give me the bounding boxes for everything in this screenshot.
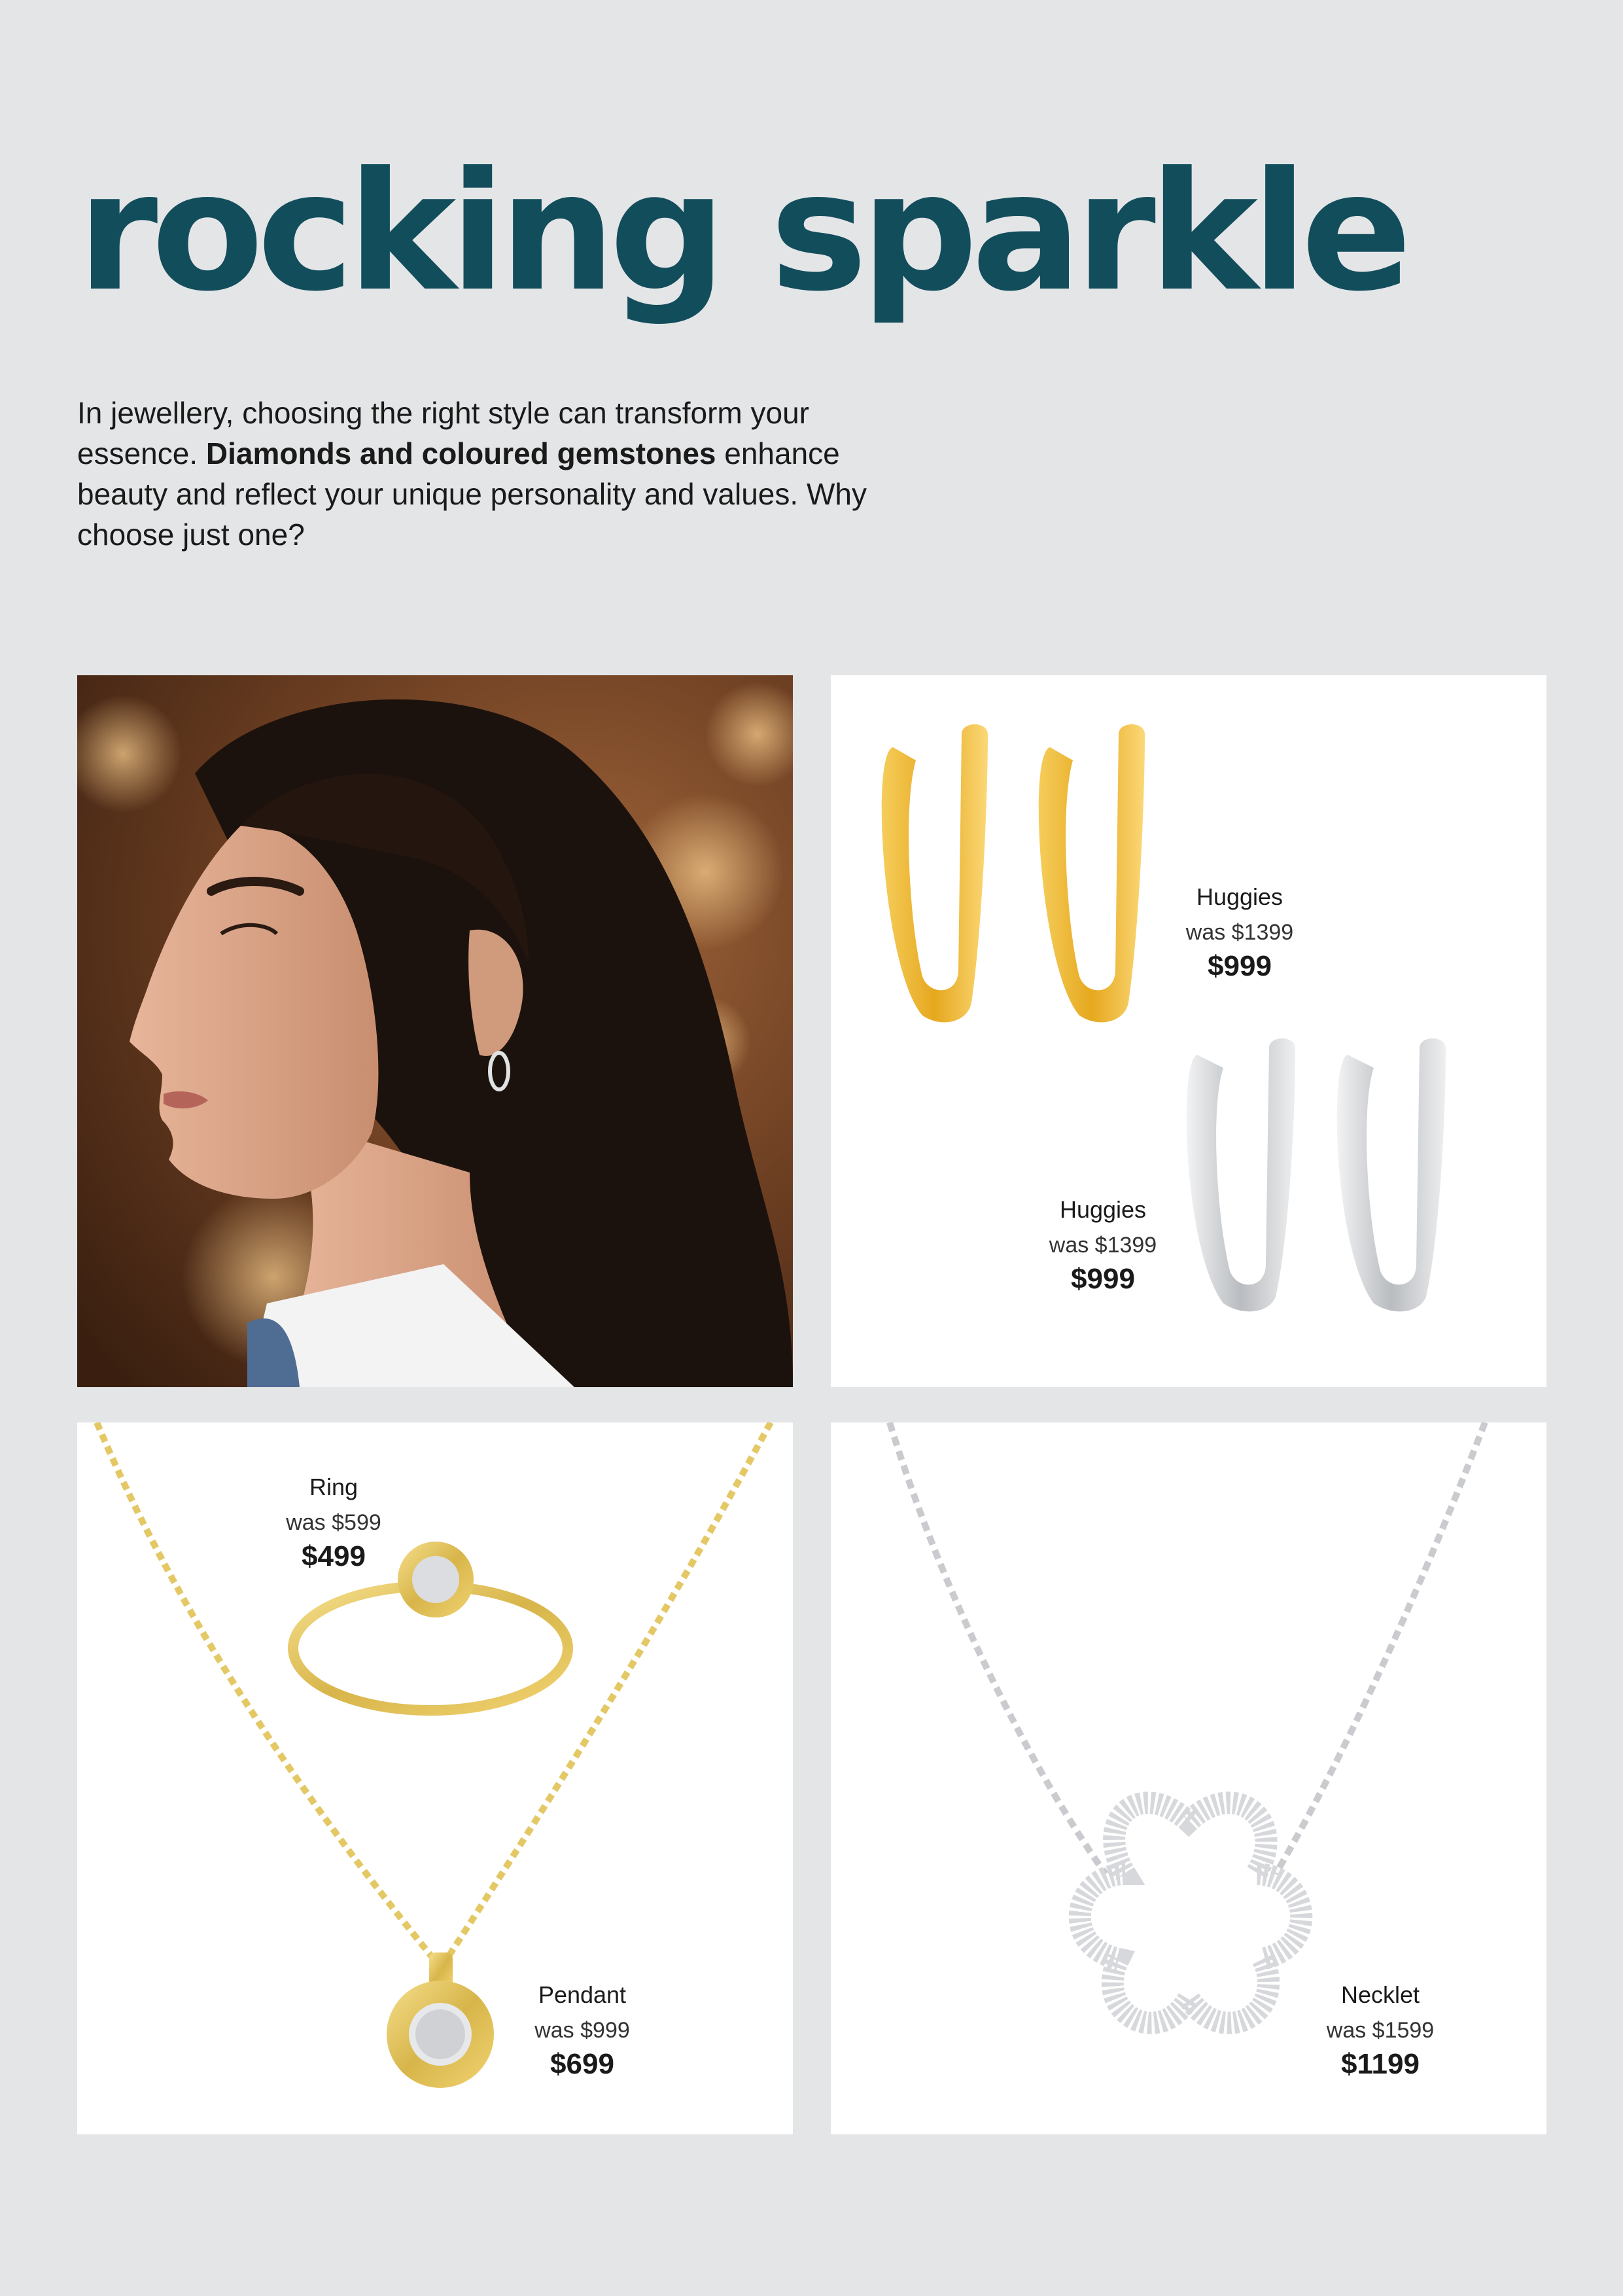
ring-and-pendant-image: [77, 1422, 793, 2134]
huggie-earrings-image: [831, 675, 1546, 1387]
product-price: $1199: [1341, 2048, 1420, 2080]
product-name: Necklet: [1340, 1981, 1420, 2008]
pendant-panel: [77, 1422, 793, 2134]
product-price: $499: [302, 1540, 366, 1572]
product-price: $999: [1208, 950, 1272, 982]
necklet-panel: [831, 1422, 1546, 2134]
product-tag-ring: [249, 1470, 419, 1573]
product-price: $999: [1071, 1263, 1135, 1295]
product-tag-white-huggies: [1018, 1192, 1188, 1296]
woman-profile-photo: [77, 675, 793, 1387]
product-name: Pendant: [538, 1981, 627, 2008]
gold-huggie-earrings: [882, 724, 1145, 1022]
product-was-price: was $1399: [1185, 920, 1294, 945]
product-tag-gold-huggies: [1155, 879, 1325, 983]
product-price: $699: [550, 2048, 614, 2080]
white-gold-clover-necklet: [890, 1422, 1485, 2023]
intro-text: [77, 393, 875, 555]
product-was-price: was $999: [534, 2018, 630, 2043]
white-gold-huggie-earrings: [1187, 1038, 1446, 1311]
product-name: Huggies: [1059, 1196, 1147, 1223]
woman-profile-image: [77, 675, 793, 1387]
product-tag-necklet: [1295, 1977, 1465, 2081]
product-was-price: was $599: [286, 1510, 381, 1535]
product-tag-pendant: [497, 1977, 667, 2081]
intro-text-part: enhance beauty and reflect your unique personality and values. Why choose just one?: [77, 436, 867, 552]
page-title: rocking sparkle: [77, 137, 1406, 327]
huggies-panel: [831, 675, 1546, 1387]
gold-pendant-necklace: [97, 1422, 771, 2088]
product-was-price: was $1399: [1049, 1233, 1157, 1258]
product-was-price: was $1599: [1326, 2018, 1435, 2043]
intro-text-part: In jewellery, choosing the right style can transform your essence.: [77, 396, 809, 470]
product-name: Ring: [309, 1474, 358, 1500]
intro-text-bold: Diamonds and coloured gemstones: [205, 436, 716, 470]
product-name: Huggies: [1196, 883, 1283, 910]
